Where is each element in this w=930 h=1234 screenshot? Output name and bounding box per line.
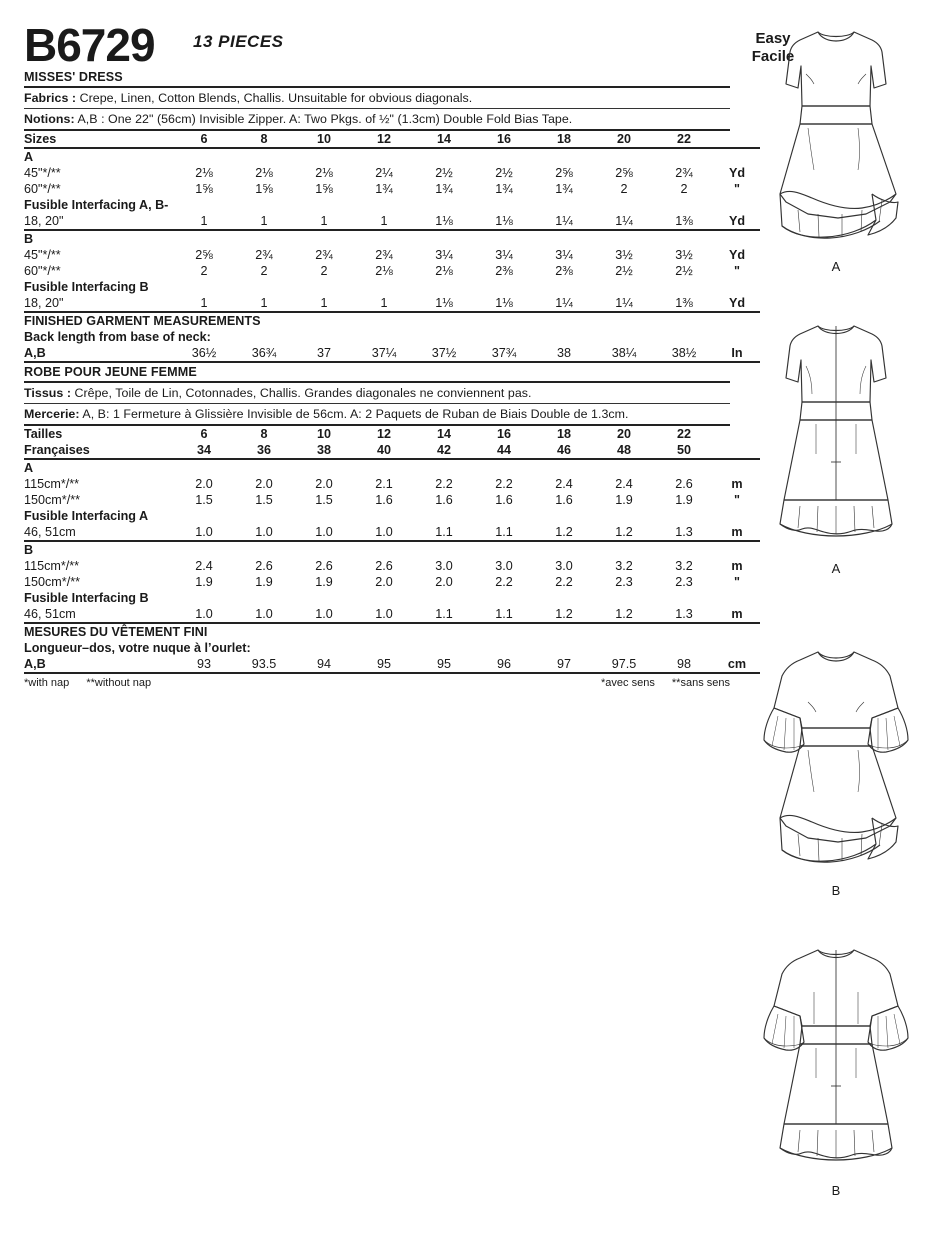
notions-label-en: Notions: <box>24 112 75 126</box>
value-cell: 3½ <box>675 248 693 262</box>
value-cell: 2 <box>620 182 628 196</box>
value-cell: 1¾ <box>495 182 513 196</box>
value-cell: 1.5 <box>315 493 333 507</box>
interfacing-heading: Fusible Interfacing A, B- <box>24 198 169 212</box>
value-cell: 2.4 <box>615 477 633 491</box>
pattern-number: B6729 <box>24 19 155 71</box>
table-row-finished-title-fr <box>24 623 760 640</box>
value-cell: 1⅜ <box>654 213 714 230</box>
value-cell: 1¼ <box>594 295 654 312</box>
yardage-table-en <box>24 131 760 363</box>
value-cell: 1.0 <box>354 524 414 541</box>
size-cell: 14 <box>436 427 451 441</box>
row-label: 115cm*/** <box>24 559 80 573</box>
value-cell: 2½ <box>615 264 633 278</box>
table-row-finished-en <box>24 345 760 362</box>
value-cell: 1.2 <box>594 524 654 541</box>
size-cell: 10 <box>316 427 331 441</box>
value-cell: 1.3 <box>654 606 714 623</box>
dress-b-front-drawing <box>746 632 926 882</box>
row-label: 45"*/** <box>24 166 61 180</box>
value-cell: 2.4 <box>195 559 213 573</box>
size-cell: 40 <box>354 442 414 459</box>
row-label: 46, 51cm <box>24 606 174 623</box>
value-cell: 97 <box>534 656 594 673</box>
size-cell: 44 <box>474 442 534 459</box>
value-cell: 1¼ <box>594 213 654 230</box>
value-cell: 2.2 <box>435 477 453 491</box>
unit-cell: m <box>714 606 760 623</box>
value-cell: 1.6 <box>435 493 453 507</box>
value-cell: 1.1 <box>474 606 534 623</box>
size-cell: 20 <box>616 427 631 441</box>
value-cell: 1.1 <box>414 524 474 541</box>
row-label: 150cm*/** <box>24 575 81 589</box>
value-cell: 1.9 <box>615 493 633 507</box>
value-cell: 2½ <box>435 166 453 180</box>
unit-cell: Yd <box>728 166 746 180</box>
value-cell: 2.6 <box>375 559 393 573</box>
size-cell: 48 <box>594 442 654 459</box>
table-row-sizes-fr <box>24 426 760 442</box>
value-cell: 36½ <box>174 345 234 362</box>
notions-label-fr: Mercerie: <box>24 407 80 421</box>
size-cell: 16 <box>474 131 534 148</box>
table-row <box>24 247 760 263</box>
sizes-label-fr: Tailles <box>24 427 63 441</box>
table-row-subheading <box>24 508 760 524</box>
value-cell: 1 <box>354 213 414 230</box>
value-cell: 93 <box>174 656 234 673</box>
unit-cell: Yd <box>728 248 746 262</box>
group-label: B <box>24 232 34 246</box>
table-row-group-a-en <box>24 148 760 165</box>
size-cell: 6 <box>174 131 234 148</box>
view-label: A <box>831 259 841 274</box>
unit-cell: " <box>734 493 740 507</box>
size-cell: 22 <box>676 427 691 441</box>
value-cell: 1⅛ <box>474 295 534 312</box>
table-row <box>24 606 760 623</box>
finished-title-en: FINISHED GARMENT MEASUREMENTS <box>24 314 261 328</box>
illustration-view-a-back <box>742 310 930 576</box>
table-row-subheading <box>24 279 760 295</box>
notions-line-en <box>24 109 730 129</box>
value-cell: 1⅝ <box>255 182 273 196</box>
fabrics-text-en: Crepe, Linen, Cotton Blends, Challis. Unsuitable for obvious diagonals. <box>79 91 473 105</box>
value-cell: 1.5 <box>195 493 213 507</box>
size-cell: 18 <box>534 131 594 148</box>
table-row <box>24 263 760 279</box>
size-cell: 22 <box>654 131 714 148</box>
value-cell: 2 <box>200 264 208 278</box>
value-cell: 1⅝ <box>315 182 333 196</box>
value-cell: 3¼ <box>495 248 513 262</box>
dress-a-back-drawing <box>746 310 926 560</box>
value-cell: 2⅝ <box>195 248 213 262</box>
garment-title-fr: ROBE POUR JEUNE FEMME <box>24 365 197 379</box>
value-cell: 2.3 <box>615 575 633 589</box>
value-cell: 1 <box>294 295 354 312</box>
value-cell: 98 <box>654 656 714 673</box>
value-cell: 2⅜ <box>555 264 573 278</box>
table-row-finished-title-en <box>24 312 760 329</box>
size-cell: 36 <box>234 442 294 459</box>
notions-text-fr: A, B: 1 Fermeture à Glissière Invisible de 56cm. A: 2 Paquets de Ruban de Biais Double de 1.3cm. <box>82 407 629 421</box>
size-cell: 20 <box>594 131 654 148</box>
table-row-sizes-fr2 <box>24 442 760 459</box>
size-cell: 46 <box>534 442 594 459</box>
value-cell: 3.2 <box>675 559 693 573</box>
value-cell: 2.6 <box>315 559 333 573</box>
value-cell: 1⅛ <box>414 295 474 312</box>
row-label: 60"*/** <box>24 182 61 196</box>
difficulty-label-en: Easy <box>755 30 791 47</box>
interfacing-heading: Fusible Interfacing B <box>24 280 149 294</box>
pattern-info-panel <box>24 0 747 689</box>
value-cell: 2.6 <box>255 559 273 573</box>
finished-subtitle-fr: Longueur–dos, votre nuque à l’ourlet: <box>24 641 251 655</box>
row-label: 150cm*/** <box>24 493 81 507</box>
unit-cell: In <box>714 345 760 362</box>
value-cell: 3¼ <box>435 248 453 262</box>
footnotes-fr <box>587 677 730 689</box>
value-cell: 1.9 <box>675 493 693 507</box>
value-cell: 1.0 <box>234 524 294 541</box>
value-cell: 2.4 <box>555 477 573 491</box>
size-cell: 12 <box>354 131 414 148</box>
finished-subtitle-en: Back length from base of neck: <box>24 330 211 344</box>
value-cell: 2¾ <box>675 166 693 180</box>
value-cell: 1.0 <box>294 524 354 541</box>
garment-title-en: MISSES' DRESS <box>24 70 123 84</box>
value-cell: 1.9 <box>255 575 273 589</box>
value-cell: 1.6 <box>555 493 573 507</box>
table-row <box>24 558 760 574</box>
size-cell: 6 <box>200 427 208 441</box>
fabrics-line-fr <box>24 383 730 403</box>
value-cell: 2¼ <box>375 166 393 180</box>
fabrics-label-en: Fabrics : <box>24 91 77 105</box>
value-cell: 2½ <box>675 264 693 278</box>
table-row-finished-fr <box>24 656 760 673</box>
difficulty-label-fr: Facile <box>751 47 795 65</box>
row-label: 45"*/** <box>24 248 61 262</box>
table-row-sizes-en <box>24 131 760 148</box>
pattern-header <box>24 0 730 71</box>
value-cell: 94 <box>294 656 354 673</box>
value-cell: 38½ <box>654 345 714 362</box>
view-label: A <box>831 561 841 576</box>
group-label: B <box>24 543 34 557</box>
footnote-with-nap-en: *with nap <box>24 677 70 689</box>
value-cell: 37¾ <box>474 345 534 362</box>
value-cell: 2⅜ <box>495 264 513 278</box>
table-row <box>24 524 760 541</box>
value-cell: 1.0 <box>354 606 414 623</box>
value-cell: 1.0 <box>294 606 354 623</box>
value-cell: 2 <box>680 182 688 196</box>
value-cell: 1.0 <box>234 606 294 623</box>
value-cell: 2.0 <box>315 477 333 491</box>
unit-cell: m <box>731 559 743 573</box>
value-cell: 93.5 <box>234 656 294 673</box>
unit-cell: Yd <box>714 295 760 312</box>
value-cell: 97.5 <box>594 656 654 673</box>
illustration-view-b-front <box>742 632 930 898</box>
value-cell: 1.5 <box>255 493 273 507</box>
row-label: 18, 20" <box>24 295 174 312</box>
value-cell: 2.6 <box>675 477 693 491</box>
value-cell: 3.0 <box>495 559 513 573</box>
table-row-subheading <box>24 197 760 213</box>
value-cell: 2.1 <box>375 477 393 491</box>
view-label: B <box>831 883 841 898</box>
value-cell: 2¾ <box>375 248 393 262</box>
dress-b-back-drawing <box>746 932 926 1182</box>
value-cell: 38 <box>534 345 594 362</box>
size-cell: 34 <box>174 442 234 459</box>
value-cell: 1⅜ <box>654 295 714 312</box>
value-cell: 2¾ <box>255 248 273 262</box>
value-cell: 95 <box>414 656 474 673</box>
value-cell: 2½ <box>495 166 513 180</box>
size-cell: 8 <box>260 427 268 441</box>
value-cell: 2.0 <box>255 477 273 491</box>
value-cell: 2⅛ <box>195 166 213 180</box>
value-cell: 1 <box>234 213 294 230</box>
value-cell: 2.2 <box>495 575 513 589</box>
yardage-table-fr <box>24 426 760 674</box>
size-cell: 50 <box>654 442 714 459</box>
group-label: A <box>24 150 34 164</box>
unit-cell: " <box>734 575 740 589</box>
finished-title-fr: MESURES DU VÊTEMENT FINI <box>24 625 208 639</box>
table-row <box>24 574 760 590</box>
value-cell: 37½ <box>414 345 474 362</box>
value-cell: 3.0 <box>435 559 453 573</box>
value-cell: 2.3 <box>675 575 693 589</box>
table-row-group-a-fr <box>24 459 760 476</box>
notions-line-fr <box>24 404 730 424</box>
value-cell: 1⅛ <box>474 213 534 230</box>
value-cell: 2 <box>260 264 268 278</box>
size-cell: 8 <box>234 131 294 148</box>
value-cell: 1¾ <box>555 182 573 196</box>
footnote-without-nap-fr: **sans sens <box>671 677 730 689</box>
table-row-subheading <box>24 590 760 606</box>
value-cell: 1.6 <box>495 493 513 507</box>
unit-cell: Yd <box>714 213 760 230</box>
row-label: A,B <box>24 656 174 673</box>
value-cell: 2⅝ <box>615 166 633 180</box>
value-cell: 2⅛ <box>255 166 273 180</box>
value-cell: 1.0 <box>174 524 234 541</box>
value-cell: 96 <box>474 656 534 673</box>
row-label: 60"*/** <box>24 264 61 278</box>
value-cell: 1⅛ <box>414 213 474 230</box>
size-cell: 16 <box>496 427 511 441</box>
value-cell: 2 <box>320 264 328 278</box>
view-label: B <box>831 1183 841 1198</box>
group-label: A <box>24 461 34 475</box>
value-cell: 95 <box>354 656 414 673</box>
footnote-row <box>24 674 730 689</box>
footnote-with-nap-fr: *avec sens <box>601 677 655 689</box>
value-cell: 1.1 <box>474 524 534 541</box>
fabrics-text-fr: Crêpe, Toile de Lin, Cotonnades, Challis. Grandes diagonales ne conviennent pas. <box>74 386 532 400</box>
illustration-view-b-back <box>742 932 930 1198</box>
value-cell: 1 <box>234 295 294 312</box>
value-cell: 1¼ <box>534 295 594 312</box>
size-cell: 14 <box>414 131 474 148</box>
value-cell: 1.2 <box>534 524 594 541</box>
value-cell: 1¼ <box>534 213 594 230</box>
value-cell: 2.0 <box>435 575 453 589</box>
unit-cell: m <box>714 524 760 541</box>
value-cell: 1.6 <box>375 493 393 507</box>
value-cell: 1 <box>354 295 414 312</box>
value-cell: 2⅛ <box>375 264 393 278</box>
value-cell: 36¾ <box>234 345 294 362</box>
table-row <box>24 181 760 197</box>
value-cell: 2⅛ <box>435 264 453 278</box>
fabrics-label-fr: Tissus : <box>24 386 71 400</box>
pieces-count: 13 PIECES <box>193 32 284 51</box>
value-cell: 1⅝ <box>195 182 213 196</box>
value-cell: 3.0 <box>555 559 573 573</box>
sizes-label-en: Sizes <box>24 131 174 148</box>
value-cell: 1.2 <box>594 606 654 623</box>
notions-text-en: A,B : One 22" (56cm) Invisible Zipper. A: Two Pkgs. of ½" (1.3cm) Double Fold Bias Tape. <box>77 112 573 126</box>
row-label: A,B <box>24 345 174 362</box>
table-row-group-b-fr <box>24 541 760 558</box>
value-cell: 1.1 <box>414 606 474 623</box>
value-cell: 1.9 <box>315 575 333 589</box>
value-cell: 2.2 <box>555 575 573 589</box>
value-cell: 2¾ <box>315 248 333 262</box>
value-cell: 1.0 <box>174 606 234 623</box>
size-cell: 42 <box>414 442 474 459</box>
value-cell: 1¾ <box>375 182 393 196</box>
value-cell: 1.9 <box>195 575 213 589</box>
value-cell: 37 <box>294 345 354 362</box>
value-cell: 2.0 <box>375 575 393 589</box>
value-cell: 1.2 <box>534 606 594 623</box>
value-cell: 3.2 <box>615 559 633 573</box>
value-cell: 1¾ <box>435 182 453 196</box>
size-cell: 18 <box>556 427 571 441</box>
table-row <box>24 213 760 230</box>
table-row <box>24 295 760 312</box>
value-cell: 1 <box>294 213 354 230</box>
table-row-finished-sub-fr <box>24 640 760 656</box>
interfacing-heading: Fusible Interfacing B <box>24 591 149 605</box>
row-label: 46, 51cm <box>24 524 174 541</box>
value-cell: 1 <box>174 213 234 230</box>
value-cell: 3¼ <box>555 248 573 262</box>
table-row <box>24 476 760 492</box>
dress-a-front-drawing <box>746 18 926 258</box>
footnotes-en <box>24 677 165 689</box>
value-cell: 37¼ <box>354 345 414 362</box>
footnote-without-nap-en: **without nap <box>86 677 152 689</box>
value-cell: 2.2 <box>495 477 513 491</box>
unit-cell: " <box>734 182 740 196</box>
table-row-finished-sub-en <box>24 329 760 345</box>
fabrics-line-en <box>24 88 730 108</box>
unit-cell: cm <box>714 656 760 673</box>
unit-cell: " <box>734 264 740 278</box>
value-cell: 3½ <box>615 248 633 262</box>
value-cell: 2⅛ <box>315 166 333 180</box>
unit-cell: m <box>731 477 743 491</box>
value-cell: 1 <box>174 295 234 312</box>
table-row <box>24 492 760 508</box>
row-label: 18, 20" <box>24 213 174 230</box>
table-row <box>24 165 760 181</box>
value-cell: 2.0 <box>195 477 213 491</box>
size-cell: 38 <box>294 442 354 459</box>
size-cell: 12 <box>376 427 391 441</box>
value-cell: 38¼ <box>594 345 654 362</box>
sizes-label-fr2: Françaises <box>24 442 174 459</box>
interfacing-heading: Fusible Interfacing A <box>24 509 149 523</box>
table-row-group-b-en <box>24 230 760 247</box>
value-cell: 2⅝ <box>555 166 573 180</box>
value-cell: 1.3 <box>654 524 714 541</box>
illustration-view-a-front <box>742 18 930 274</box>
size-cell: 10 <box>294 131 354 148</box>
row-label: 115cm*/** <box>24 477 80 491</box>
